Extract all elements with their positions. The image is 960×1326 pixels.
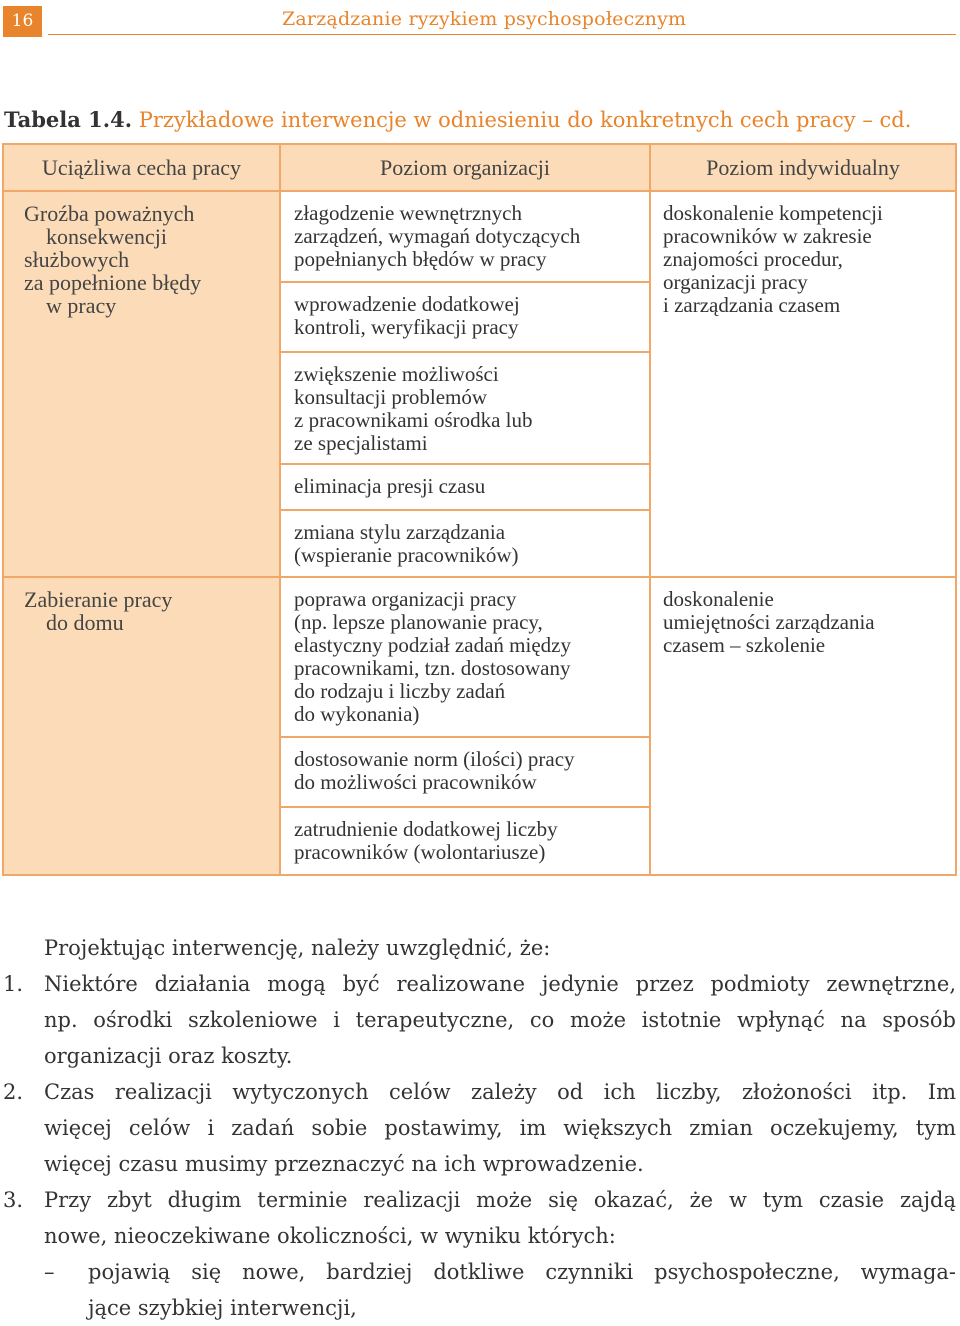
organization-cell	[280, 577, 650, 737]
organization-cell	[280, 464, 650, 510]
text-line: np. ośrodki szkoleniowe i terapeutyczne, co może istotnie wpłynąć na sposób	[44, 1008, 956, 1032]
org-line: zwiększenie możliwości	[294, 362, 499, 386]
org-line: poprawa organizacji pracy	[294, 587, 517, 611]
feature-line: konsekwencji	[46, 224, 167, 249]
org-line: elastyczny podział zadań między	[294, 633, 571, 657]
text-line: organizacji oraz koszty.	[44, 1044, 293, 1068]
individual-cell	[650, 577, 956, 875]
list-item-text	[44, 1074, 956, 1182]
org-line: popełnianych błędów w pracy	[294, 247, 547, 271]
column-header-feature: Uciążliwa cecha pracy	[3, 144, 280, 191]
org-line: (np. lepsze planowanie pracy,	[294, 610, 543, 634]
list-number: 2.	[3, 1080, 24, 1104]
org-line: wprowadzenie dodatkowej	[294, 292, 520, 316]
org-line: do wykonania)	[294, 702, 420, 726]
running-header	[0, 0, 960, 44]
org-line: ze specjalistami	[294, 431, 428, 455]
column-header-organization: Poziom organizacji	[280, 144, 650, 191]
table-caption-label: Tabela 1.4.	[4, 107, 133, 132]
text-line: Przy zbyt długim terminie realizacji może się okazać, że w tym czasie zajdą	[44, 1188, 956, 1212]
running-title: Zarządzanie ryzykiem psychospołecznym	[282, 8, 687, 30]
indiv-line: doskonalenie	[663, 587, 774, 611]
organization-cell	[280, 807, 650, 875]
indiv-line: znajomości procedur,	[663, 247, 843, 271]
feature-line: do domu	[46, 610, 124, 635]
list-number: 3.	[3, 1188, 24, 1212]
org-line: dostosowanie norm (ilości) pracy	[294, 747, 575, 771]
table-caption-text: Przykładowe interwencje w odniesieniu do konkretnych cech pracy – cd.	[138, 108, 912, 132]
feature-cell	[3, 577, 280, 875]
interventions-table	[2, 143, 957, 876]
organization-cell	[280, 191, 650, 282]
indiv-line: czasem – szkolenie	[663, 633, 826, 657]
header-divider	[48, 34, 956, 35]
text-line: Czas realizacji wytyczonych celów zależy od ich liczby, złożoności itp. Im	[44, 1080, 956, 1104]
organization-cell	[280, 510, 650, 577]
table-caption	[4, 107, 911, 132]
org-line: konsultacji problemów	[294, 385, 488, 409]
dash-bullet: –	[44, 1260, 55, 1284]
org-line: (wspieranie pracowników)	[294, 543, 519, 567]
org-line: zarządzeń, wymagań dotyczących	[294, 224, 581, 248]
text-line: nowe, nieoczekiwane okoliczności, w wyniku których:	[44, 1224, 616, 1248]
page-number-badge: 16	[3, 6, 42, 37]
list-number: 1.	[3, 972, 24, 996]
org-line: zmiana stylu zarządzania	[294, 520, 506, 544]
feature-line: za popełnione błędy	[24, 270, 202, 295]
org-line: pracowników (wolontariusze)	[294, 840, 546, 864]
intro-paragraph: Projektując interwencję, należy uwzględnić, że:	[44, 936, 551, 960]
org-line: pracownikami, tzn. dostosowany	[294, 656, 571, 680]
org-line: kontroli, weryfikacji pracy	[294, 315, 519, 339]
list-item-text	[44, 1182, 956, 1254]
org-line: zatrudnienie dodatkowej liczby	[294, 817, 558, 841]
organization-cell	[280, 737, 650, 807]
table-row	[3, 577, 956, 737]
org-line: do możliwości pracowników	[294, 770, 537, 794]
list-item-text	[44, 966, 956, 1074]
table-header-row	[3, 144, 956, 191]
organization-cell	[280, 282, 650, 352]
org-line: eliminacja presji czasu	[294, 474, 486, 498]
org-line: z pracownikami ośrodka lub	[294, 408, 533, 432]
text-line: więcej celów i zadań sobie postawimy, im większych zmian oczekujemy, tym	[44, 1116, 956, 1140]
feature-cell	[3, 191, 280, 577]
dash-item-text	[88, 1254, 956, 1326]
feature-line: Zabieranie pracy	[24, 587, 173, 612]
org-line: do rodzaju i liczby zadań	[294, 679, 506, 703]
org-line: złagodzenie wewnętrznych	[294, 201, 522, 225]
text-line: pojawią się nowe, bardziej dotkliwe czynniki psychospołeczne, wymaga-	[88, 1260, 956, 1284]
table-row	[3, 191, 956, 282]
feature-line: Groźba poważnych	[24, 201, 195, 226]
indiv-line: organizacji pracy	[663, 270, 808, 294]
organization-cell	[280, 352, 650, 464]
feature-line: w pracy	[46, 293, 117, 318]
text-line: jące szybkiej interwencji,	[88, 1296, 357, 1320]
text-line: Niektóre działania mogą być realizowane jedynie przez podmioty zewnętrzne,	[44, 972, 956, 996]
indiv-line: doskonalenie kompetencji	[663, 201, 883, 225]
individual-cell	[650, 191, 956, 577]
text-line: więcej czasu musimy przeznaczyć na ich wprowadzenie.	[44, 1152, 644, 1176]
indiv-line: umiejętności zarządzania	[663, 610, 875, 634]
indiv-line: i zarządzania czasem	[663, 293, 841, 317]
column-header-individual: Poziom indywidualny	[650, 144, 956, 191]
indiv-line: pracowników w zakresie	[663, 224, 872, 248]
feature-line: służbowych	[24, 247, 130, 272]
